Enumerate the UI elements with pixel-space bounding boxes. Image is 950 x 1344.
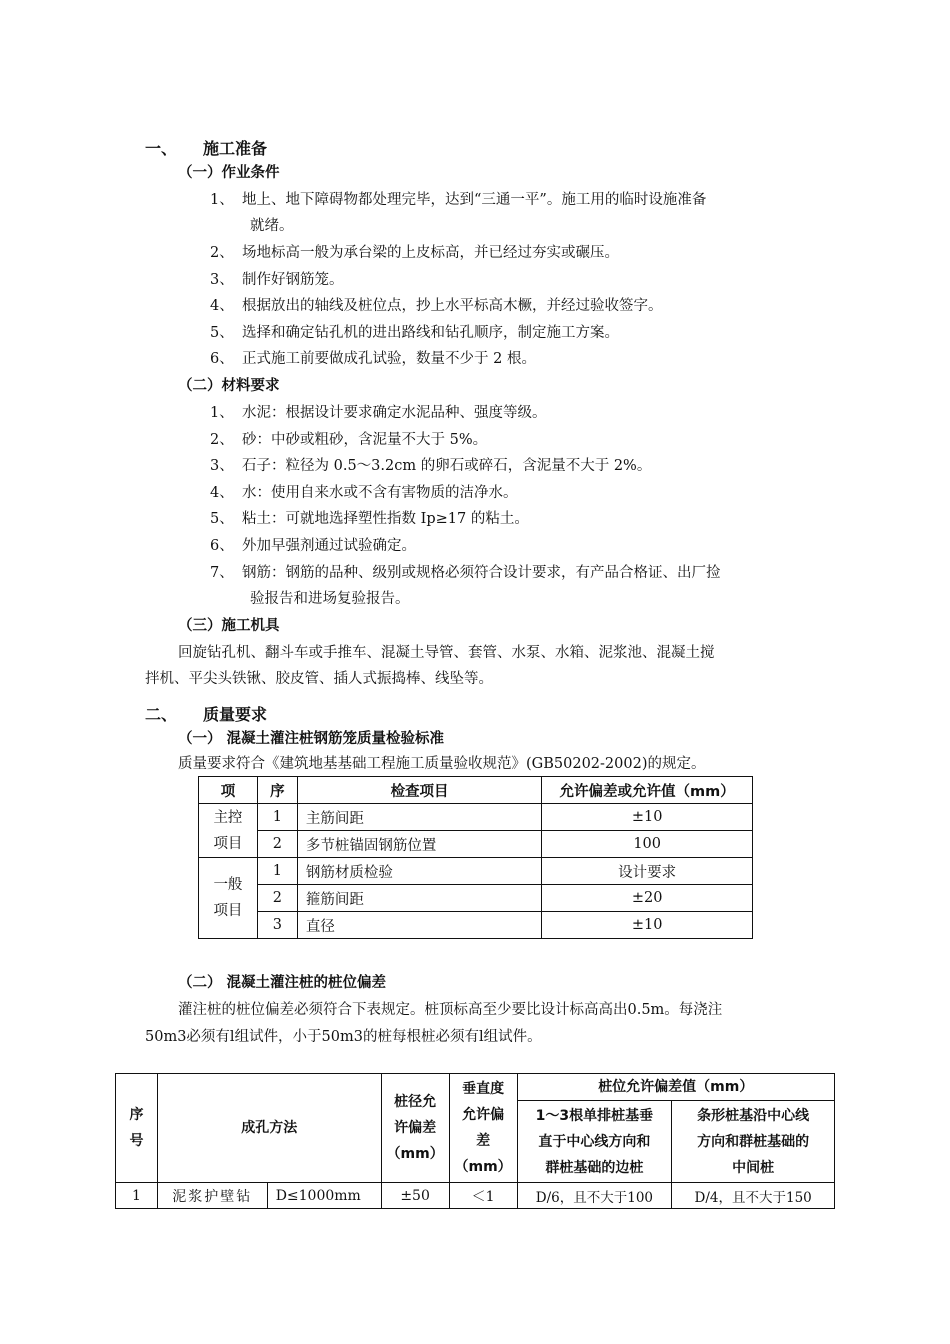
list-item: 2、 砂：中砂或粗砂，含泥量不大于 5%。 bbox=[210, 432, 488, 448]
section-1-title: 施工准备 bbox=[203, 139, 268, 158]
list-item: 3、 制作好钢筋笼。 bbox=[210, 272, 344, 288]
paragraph-line: 回旋钻孔机、翻斗车或手推车、混凝土导管、套管、水泵、水箱、泥浆池、混凝土搅 bbox=[178, 645, 715, 661]
paragraph-line: 拌机、平尖头铁锹、胶皮管、插人式振捣棒、线坠等。 bbox=[145, 671, 493, 687]
list-item: 2、 场地标高一般为承台梁的上皮标高，并已经过夯实或碾压。 bbox=[210, 245, 619, 261]
list-item: 5、 粘土：可就地选择塑性指数 Ip≥17 的粘土。 bbox=[210, 511, 529, 527]
table-row: 主控 项目 1 主筋间距 ±10 bbox=[199, 804, 753, 831]
table-header: 允许偏差或允许值（mm） bbox=[542, 777, 753, 804]
sub-heading-material-requirements: （二）材料要求 bbox=[178, 378, 280, 394]
list-item: 7、 钢筋：钢筋的品种、级别或规格必须符合设计要求，有产品合格证、出厂捡 bbox=[210, 565, 721, 581]
pile-position-table bbox=[115, 1073, 835, 1209]
sub-heading-pile-position-deviation: （二） 混凝土灌注桩的桩位偏差 bbox=[178, 975, 387, 991]
list-item: 4、 根据放出的轴线及桩位点，抄上水平标高木橛，并经过验收签字。 bbox=[210, 298, 663, 314]
table-row: 2 箍筋间距 ±20 bbox=[199, 885, 753, 912]
section-1-heading bbox=[145, 136, 267, 159]
section-1-number: 一、 bbox=[145, 139, 178, 158]
table-row: 一般 项目 1 钢筋材质检验 设计要求 bbox=[199, 858, 753, 885]
table-header-diameter: 桩径允 许偏差 （mm） bbox=[381, 1074, 449, 1183]
list-item: 5、 选择和确定钻孔机的进出路线和钻孔顺序，制定施工方案。 bbox=[210, 325, 619, 341]
table-header-seq: 序 号 bbox=[116, 1074, 158, 1183]
list-item: 1、 水泥：根据设计要求确定水泥品种、强度等级。 bbox=[210, 405, 547, 421]
table-header-position: 桩位允许偏差值（mm） bbox=[517, 1074, 834, 1101]
list-item: 1、 地上、地下障碍物都处理完毕，达到“三通一平”。施工用的临时设施准备 bbox=[210, 192, 707, 208]
paragraph-line: 质量要求符合《建筑地基基础工程施工质量验收规范》(GB50202-2002)的规定。 bbox=[178, 756, 706, 772]
table-row: 1 泥浆护壁钻 D≤1000mm ±50 ＜1 D/6，且不大于100 D/4，且不大于150 bbox=[116, 1183, 835, 1209]
list-item-continuation: 就绪。 bbox=[250, 218, 294, 234]
table-header: 项 bbox=[199, 777, 258, 804]
table-header-position-edge: 1～3根单排桩基垂 直于中心线方向和 群桩基础的边桩 bbox=[517, 1101, 672, 1183]
group-label-general: 一般 项目 bbox=[199, 858, 258, 939]
group-label-main-control: 主控 项目 bbox=[199, 804, 258, 858]
section-2-heading bbox=[145, 702, 267, 725]
cage-quality-table bbox=[198, 776, 753, 939]
table-header: 检查项目 bbox=[297, 777, 541, 804]
table-header-method: 成孔方法 bbox=[157, 1074, 381, 1183]
list-item: 4、 水：使用自来水或不含有害物质的洁净水。 bbox=[210, 485, 518, 501]
section-2-title: 质量要求 bbox=[203, 705, 268, 724]
table-header: 序 bbox=[257, 777, 297, 804]
paragraph-line: 50m3必须有l组试件，小于50m3的桩每根桩必须有l组试件。 bbox=[145, 1029, 542, 1045]
list-item: 3、 石子：粒径为 0.5～3.2cm 的卵石或碎石，含泥量不大于 2%。 bbox=[210, 458, 652, 474]
table-row: 3 直径 ±10 bbox=[199, 912, 753, 939]
sub-heading-work-conditions: （一）作业条件 bbox=[178, 165, 280, 181]
sub-heading-construction-equipment: （三）施工机具 bbox=[178, 618, 280, 634]
table-header-verticality: 垂直度 允许偏 差 （mm） bbox=[449, 1074, 517, 1183]
list-item: 6、 正式施工前要做成孔试验，数量不少于 2 根。 bbox=[210, 351, 536, 367]
list-item-continuation: 验报告和进场复验报告。 bbox=[250, 591, 410, 607]
list-item: 6、 外加早强剂通过试验确定。 bbox=[210, 538, 416, 554]
sub-heading-cage-standard: （一） 混凝土灌注桩钢筋笼质量检验标准 bbox=[178, 731, 445, 747]
table-row: 2 多节桩锚固钢筋位置 100 bbox=[199, 831, 753, 858]
section-2-number: 二、 bbox=[145, 705, 178, 724]
paragraph-line: 灌注桩的桩位偏差必须符合下表规定。桩顶标高至少要比设计标高高出0.5m。每浇注 bbox=[178, 1002, 723, 1018]
table-header-position-middle: 条形桩基沿中心线 方向和群桩基础的 中间桩 bbox=[672, 1101, 835, 1183]
